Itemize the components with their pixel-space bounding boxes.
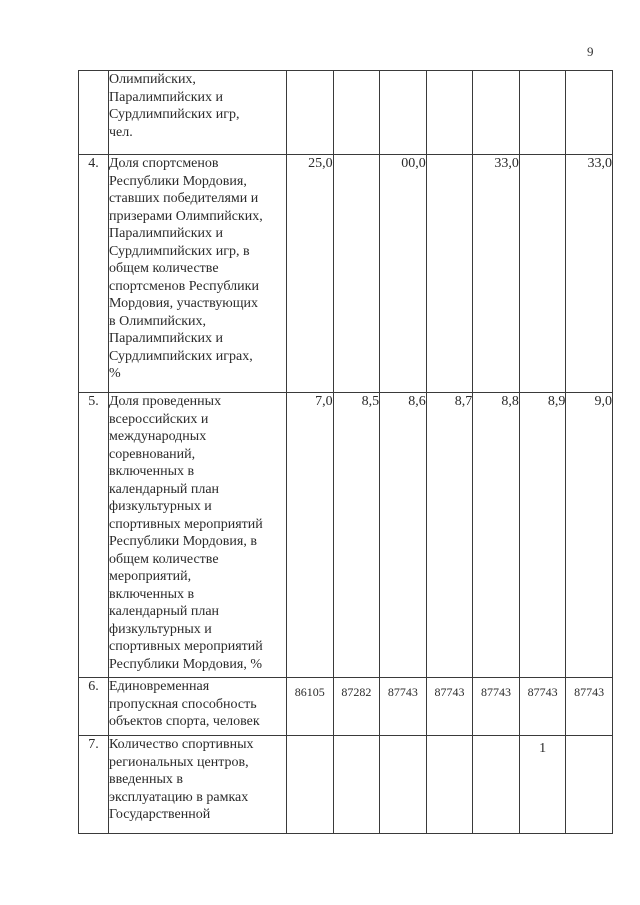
value-cell xyxy=(333,71,380,155)
table-row xyxy=(79,678,613,736)
value-cell: 87743 xyxy=(519,678,566,736)
value-cell xyxy=(473,71,520,155)
indicators-table xyxy=(78,70,613,834)
value-cell: 8,9 xyxy=(519,393,566,678)
indicator-name-cell: Олимпийских, Паралимпийских и Сурдлимпийских игр, чел. xyxy=(109,71,287,155)
value-cell: 33,0 xyxy=(473,155,520,393)
value-cell xyxy=(380,736,427,834)
value-cell xyxy=(566,71,613,155)
value-cell xyxy=(426,155,473,393)
indicator-name-cell: Доля проведенных всероссийских и международных соревнований, включенных в календарный план физкультурных и спортивных мероприятий Республики Мордовия, в общем количестве мероприятий, включенных в календарный план физкультурных и спортивных мероприятий Республики Мордовия, % xyxy=(109,393,287,678)
value-cell: 86105 xyxy=(287,678,334,736)
value-cell: 87743 xyxy=(473,678,520,736)
table-row xyxy=(79,393,613,678)
value-cell: 87743 xyxy=(380,678,427,736)
value-cell xyxy=(380,71,427,155)
value-cell: 87282 xyxy=(333,678,380,736)
row-number-cell: 5. xyxy=(79,393,109,678)
value-cell: 8,8 xyxy=(473,393,520,678)
value-cell xyxy=(333,736,380,834)
value-cell xyxy=(519,71,566,155)
row-number-cell: 6. xyxy=(79,678,109,736)
table-row xyxy=(79,71,613,155)
row-number-cell xyxy=(79,71,109,155)
value-cell xyxy=(519,155,566,393)
value-cell xyxy=(333,155,380,393)
row-number-cell: 7. xyxy=(79,736,109,834)
value-cell xyxy=(287,736,334,834)
value-cell xyxy=(426,736,473,834)
value-cell xyxy=(566,736,613,834)
value-cell: 8,5 xyxy=(333,393,380,678)
indicator-name-cell: Количество спортивных региональных центров, введенных в эксплуатацию в рамках Государственной xyxy=(109,736,287,834)
value-cell: 00,0 xyxy=(380,155,427,393)
value-cell xyxy=(426,71,473,155)
value-cell: 8,7 xyxy=(426,393,473,678)
value-cell: 8,6 xyxy=(380,393,427,678)
table-row xyxy=(79,155,613,393)
row-number-cell: 4. xyxy=(79,155,109,393)
indicator-name-cell: Единовременная пропускная способность объектов спорта, человек xyxy=(109,678,287,736)
value-cell xyxy=(287,71,334,155)
page-number: 9 xyxy=(587,44,594,59)
value-cell xyxy=(473,736,520,834)
value-cell: 1 xyxy=(519,736,566,834)
value-cell: 87743 xyxy=(426,678,473,736)
value-cell: 7,0 xyxy=(287,393,334,678)
value-cell: 87743 xyxy=(566,678,613,736)
table-row xyxy=(79,736,613,834)
value-cell: 9,0 xyxy=(566,393,613,678)
value-cell: 25,0 xyxy=(287,155,334,393)
value-cell: 33,0 xyxy=(566,155,613,393)
indicator-name-cell: Доля спортсменов Республики Мордовия, ставших победителями и призерами Олимпийских, Паралимпийских и Сурдлимпийских игр, в общем количестве спортсменов Республики Мордовия, участвующих в Олимпийских, Паралимпийских и Сурдлимпийских играх, % xyxy=(109,155,287,393)
